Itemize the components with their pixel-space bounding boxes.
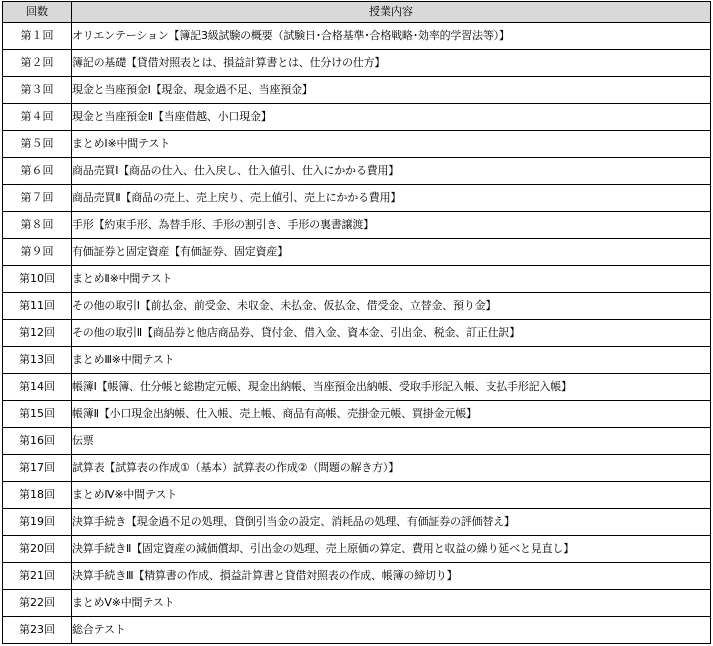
- table-row: [3, 590, 711, 617]
- table-row: [3, 293, 711, 320]
- lesson-content: 試算表【試算表の作成①（基本）試算表の作成②（問題の解き方）】: [72, 455, 711, 482]
- header-row: [3, 2, 711, 23]
- table-row: [3, 455, 711, 482]
- table-row: [3, 185, 711, 212]
- session-number: 第２回: [3, 50, 72, 77]
- session-number: 第４回: [3, 104, 72, 131]
- table-row: [3, 320, 711, 347]
- lesson-content: 帳簿Ⅰ【帳簿、仕分帳と総勘定元帳、現金出納帳、当座預金出納帳、受取手形記入帳、支払手形記入帳】: [72, 374, 711, 401]
- table-row: [3, 266, 711, 293]
- lesson-content: 有価証券と固定資産【有価証券、固定資産】: [72, 239, 711, 266]
- table-row: [3, 401, 711, 428]
- lesson-content: まとめⅣ※中間テスト: [72, 482, 711, 509]
- lesson-content: 決算手続きⅡ【固定資産の減価償却、引出金の処理、売上原価の算定、費用と収益の繰り延べと見直し】: [72, 536, 711, 563]
- session-number: 第12回: [3, 320, 72, 347]
- table-row: [3, 131, 711, 158]
- session-number: 第11回: [3, 293, 72, 320]
- lesson-content: まとめⅡ※中間テスト: [72, 266, 711, 293]
- session-number: 第21回: [3, 563, 72, 590]
- session-number: 第１回: [3, 23, 72, 50]
- session-number: 第19回: [3, 509, 72, 536]
- session-number: 第９回: [3, 239, 72, 266]
- lesson-content: オリエンテーション【簿記3級試験の概要（試験日･合格基準･合格戦略･効率的学習法等）】: [72, 23, 711, 50]
- table-row: [3, 374, 711, 401]
- session-number: 第14回: [3, 374, 72, 401]
- table-row: [3, 347, 711, 374]
- lesson-content: まとめⅠ※中間テスト: [72, 131, 711, 158]
- lesson-content: 伝票: [72, 428, 711, 455]
- session-number: 第18回: [3, 482, 72, 509]
- session-number: 第10回: [3, 266, 72, 293]
- session-number: 第13回: [3, 347, 72, 374]
- lesson-content: その他の取引Ⅱ【商品券と他店商品券、貸付金、借入金、資本金、引出金、税金、訂正仕訳】: [72, 320, 711, 347]
- lesson-content: 帳簿Ⅱ【小口現金出納帳、仕入帳、売上帳、商品有高帳、売掛金元帳、買掛金元帳】: [72, 401, 711, 428]
- lesson-content: 決算手続きⅢ【精算書の作成、損益計算書と貸借対照表の作成、帳簿の締切り】: [72, 563, 711, 590]
- session-number: 第15回: [3, 401, 72, 428]
- header-session-number: 回数: [3, 2, 72, 23]
- lesson-content: まとめⅢ※中間テスト: [72, 347, 711, 374]
- course-schedule-sheet: [2, 1, 710, 644]
- table-row: [3, 428, 711, 455]
- lesson-content: その他の取引Ⅰ【前払金、前受金、未収金、未払金、仮払金、借受金、立替金、預り金】: [72, 293, 711, 320]
- table-row: [3, 158, 711, 185]
- lesson-content: まとめⅤ※中間テスト: [72, 590, 711, 617]
- table-row: [3, 23, 711, 50]
- table-row: [3, 50, 711, 77]
- session-number: 第６回: [3, 158, 72, 185]
- lesson-content: 総合テスト: [72, 617, 711, 644]
- session-number: 第23回: [3, 617, 72, 644]
- session-number: 第５回: [3, 131, 72, 158]
- table-row: [3, 563, 711, 590]
- lesson-content: 商品売買Ⅱ【商品の売上、売上戻り、売上値引、売上にかかる費用】: [72, 185, 711, 212]
- table-row: [3, 239, 711, 266]
- lesson-content: 現金と当座預金Ⅱ【当座借越、小口現金】: [72, 104, 711, 131]
- table-row: [3, 104, 711, 131]
- session-number: 第22回: [3, 590, 72, 617]
- lesson-content: 手形【約束手形、為替手形、手形の割引き、手形の裏書譲渡】: [72, 212, 711, 239]
- lesson-content: 現金と当座預金Ⅰ【現金、現金過不足、当座預金】: [72, 77, 711, 104]
- table-row: [3, 536, 711, 563]
- lesson-content: 簿記の基礎【貸借対照表とは、損益計算書とは、仕分けの仕方】: [72, 50, 711, 77]
- table-row: [3, 77, 711, 104]
- table-row: [3, 617, 711, 644]
- session-number: 第16回: [3, 428, 72, 455]
- session-number: 第20回: [3, 536, 72, 563]
- header-lesson-content: 授業内容: [72, 2, 711, 23]
- table-row: [3, 509, 711, 536]
- table-row: [3, 212, 711, 239]
- session-number: 第７回: [3, 185, 72, 212]
- course-schedule-table: [2, 1, 711, 644]
- schedule-body: [3, 23, 711, 644]
- table-row: [3, 482, 711, 509]
- session-number: 第３回: [3, 77, 72, 104]
- lesson-content: 商品売買Ⅰ【商品の仕入、仕入戻し、仕入値引、仕入にかかる費用】: [72, 158, 711, 185]
- session-number: 第17回: [3, 455, 72, 482]
- lesson-content: 決算手続き【現金過不足の処理、貸倒引当金の設定、消耗品の処理、有価証券の評価替え】: [72, 509, 711, 536]
- session-number: 第８回: [3, 212, 72, 239]
